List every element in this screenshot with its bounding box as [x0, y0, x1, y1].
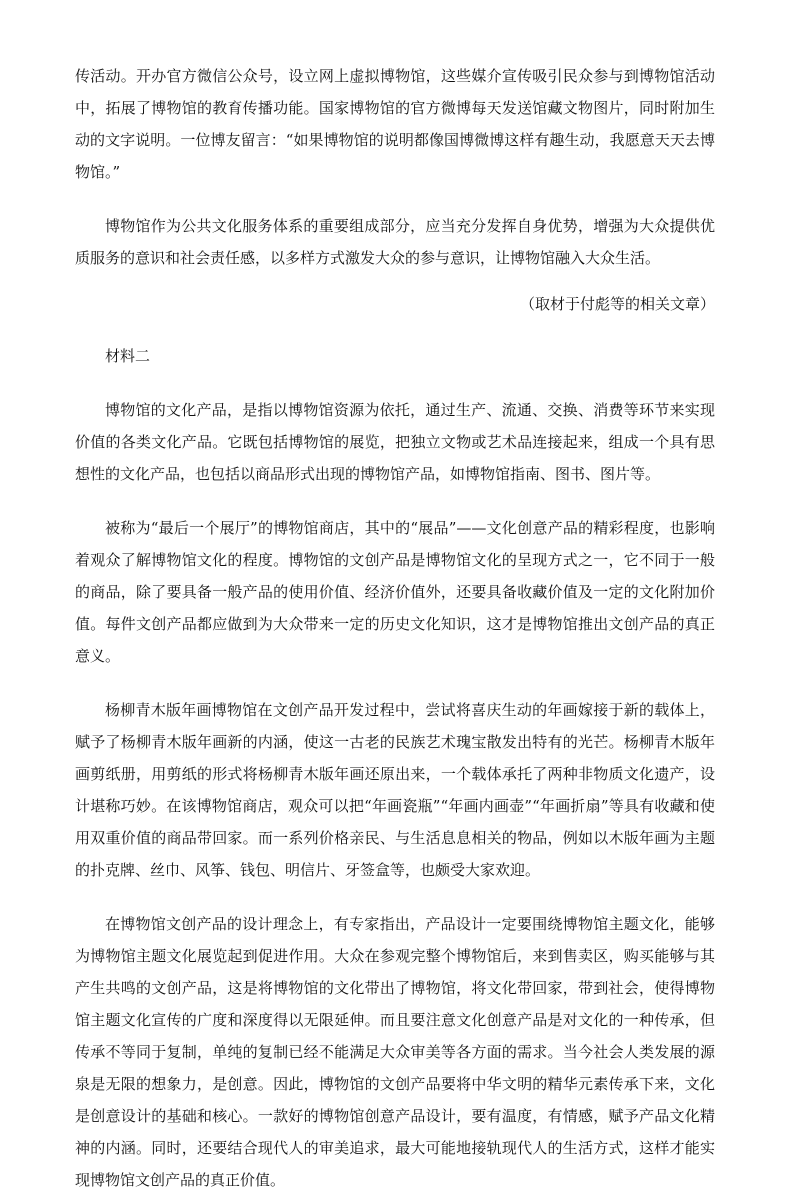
paragraph-cultural-products: 博物馆的文化产品，是指以博物馆资源为依托，通过生产、流通、交换、消费等环节来实现价值的各类文化产品。它既包括博物馆的展览，把独立文物或艺术品连接起来，组成一个具有思想性的文化产品，也包括以商品形式出现的博物馆产品，如博物馆指南、图书、图片等。	[75, 401, 715, 483]
paragraph-museum-shop: 被称为“最后一个展厅”的博物馆商店，其中的“展品”——文化创意产品的精彩程度，也影响着观众了解博物馆文化的程度。博物馆的文创产品是博物馆文化的呈现方式之一，它不同于一般的商品，除了要具备一般产品的使用价值、经济价值外，还要具备收藏价值及一定的文化附加价值。每件文创产品都应做到为大众带来一定的历史文化知识，这才是博物馆推出文创产品的真正意义。	[75, 519, 715, 665]
paragraph-continuation: 传活动。开办官方微信公众号，设立网上虚拟博物馆，这些媒介宣传吸引民众参与到博物馆活动中，拓展了博物馆的教育传播功能。国家博物馆的官方微博每天发送馆藏文物图片，同时附加生动的文字说明。一位博友留言：“如果博物馆的说明都像国博微博这样有趣生动，我愿意天天去博物馆。”	[75, 67, 715, 181]
document-body	[75, 60, 715, 1196]
paragraph-public-service: 博物馆作为公共文化服务体系的重要组成部分，应当充分发挥自身优势，增强为大众提供优质服务的意识和社会责任感，以多样方式激发大众的参与意识，让博物馆融入大众生活。	[75, 217, 715, 267]
section-heading-material-two: 材料二	[105, 347, 151, 365]
paragraph-design-concept: 在博物馆文创产品的设计理念上，有专家指出，产品设计一定要围绕博物馆主题文化，能够为博物馆主题文化展览起到促进作用。大众在参观完整个博物馆后，来到售卖区，购买能够与其产生共鸣的文创产品，这是将博物馆的文化带出了博物馆，将文化带回家，带到社会，使得博物馆主题文化宣传的广度和深度得以无限延伸。而且要注意文化创意产品是对文化的一种传承，但传承不等同于复制，单纯的复制已经不能满足大众审美等各方面的需求。当今社会人类发展的源泉是无限的想象力，是创意。因此，博物馆的文创产品要将中华文明的精华元素传承下来，文化是创意设计的基础和核心。一款好的博物馆创意产品设计，要有温度，有情感，赋予产品文化精神的内涵。同时，还要结合现代人的审美追求，最大可能地接轨现代人的生活方式，这样才能实现博物馆文创产品的真正价值。	[75, 915, 715, 1189]
paragraph-yangliuqing: 杨柳青木版年画博物馆在文创产品开发过程中，尝试将喜庆生动的年画嫁接于新的载体上，赋予了杨柳青木版年画新的内涵，使这一古老的民族艺术瑰宝散发出特有的光芒。杨柳青木版年画剪纸册，用剪纸的形式将杨柳青木版年画还原出来，一个载体承托了两种非物质文化遗产，设计堪称巧妙。在该博物馆商店，观众可以把“年画瓷瓶”“年画内画壶”“年画折扇”等具有收藏和使用双重价值的商品带回家。而一系列价格亲民、与生活息息相关的物品，例如以木版年画为主题的扑克牌、丝巾、风筝、钱包、明信片、牙签盒等，也颇受大家欢迎。	[75, 701, 715, 879]
source-citation: （取材于付彪等的相关文章）	[519, 295, 715, 313]
